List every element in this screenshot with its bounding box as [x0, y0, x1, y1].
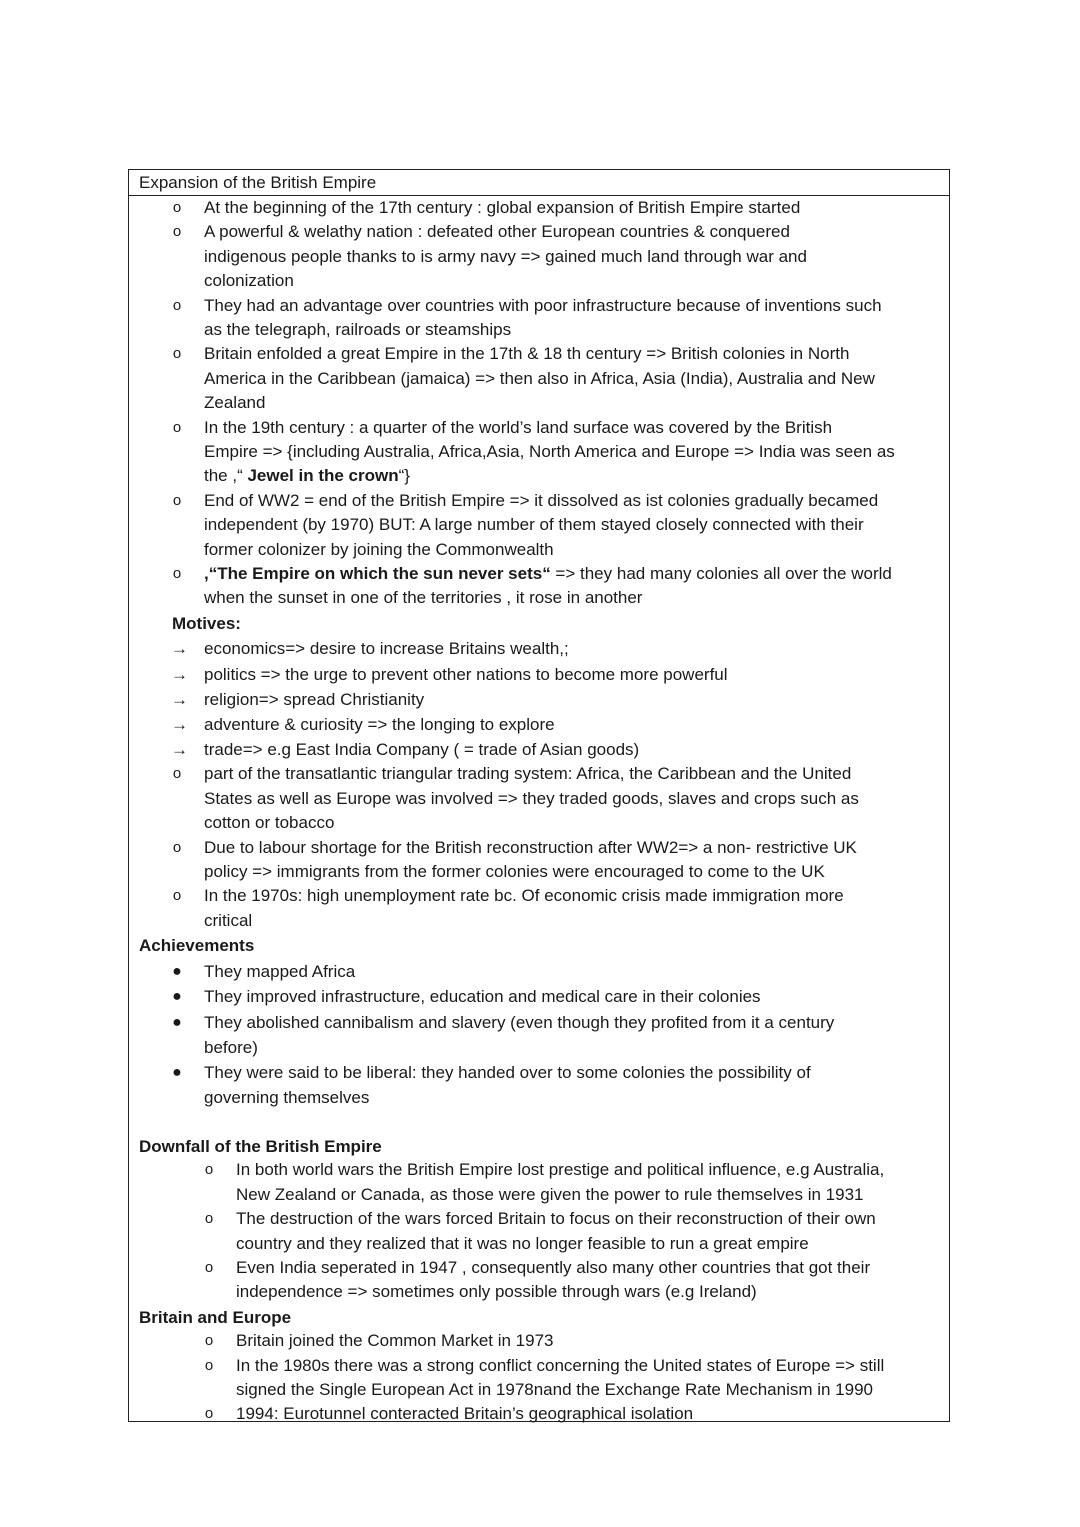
arrow-icon: →: [171, 740, 188, 760]
item-line: Due to labour shortage for the British reconstruction after WW2=> a non- restrictive UK: [204, 837, 857, 857]
motive-line: politics => the urge to prevent other nations to become more powerful: [204, 664, 728, 684]
circle-bullet-icon: o: [204, 1356, 214, 1374]
quote-bold: ,“The Empire on which the sun never sets“: [204, 564, 551, 583]
motive-line: adventure & curiosity => the longing to explore: [204, 714, 555, 734]
quote-bold: Jewel in the crown: [247, 466, 399, 486]
item-line: The destruction of the wars forced Britain to focus on their reconstruction of their own: [236, 1209, 876, 1229]
item-line: critical: [204, 910, 253, 930]
item-text: the ,“: [204, 466, 248, 486]
motive-line: economics=> desire to increase Britains wealth,;: [204, 639, 569, 659]
arrow-icon: →: [171, 639, 188, 659]
item-line: They improved infrastructure, education and medical care in their colonies: [204, 987, 761, 1007]
item-line: 1994: Eurotunnel conteracted Britain’s geographical isolation: [236, 1404, 694, 1424]
item-line: Zealand: [204, 393, 266, 413]
circle-bullet-icon: o: [172, 765, 182, 783]
item-line: [204, 562, 892, 586]
circle-bullet-icon: o: [172, 199, 182, 216]
downfall-heading: Downfall of the British Empire: [139, 1137, 382, 1156]
item-line: independence => sometimes only possible through wars (e.g Ireland): [236, 1282, 757, 1302]
item-line: Britain joined the Common Market in 1973: [236, 1331, 554, 1351]
item-line: Britain enfolded a great Empire in the 17th & 18 th century => British colonies in North: [204, 344, 850, 364]
item-line: A powerful & welathy nation : defeated other European countries & conquered: [204, 222, 790, 242]
item-line: governing themselves: [204, 1088, 370, 1108]
motive-line: trade=> e.g East India Company ( = trade of Asian goods): [204, 740, 640, 760]
europe-heading: Britain and Europe: [139, 1307, 292, 1327]
item-line: In the 1970s: high unemployment rate bc. Of economic crisis made immigration more: [204, 886, 844, 906]
item-line: In the 19th century : a quarter of the world’s land surface was covered by the British: [204, 417, 833, 437]
circle-bullet-icon: o: [204, 1405, 214, 1423]
bullet-icon: ●: [172, 1013, 182, 1031]
achievements-heading: Achievements: [139, 936, 255, 956]
item-line: independent (by 1970) BUT: A large number of them stayed closely connected with their: [204, 515, 864, 535]
item-text: => they had many colonies all over the world: [550, 564, 892, 583]
bullet-icon: ●: [172, 1064, 182, 1082]
bullet-icon: ●: [172, 988, 182, 1006]
item-line: New Zealand or Canada, as those were given the power to rule themselves in 1931: [236, 1184, 864, 1204]
item-line: States as well as Europe was involved => they traded goods, slaves and crops such as: [204, 788, 859, 808]
circle-bullet-icon: o: [172, 223, 182, 241]
item-line: policy => immigrants from the former colonies were encouraged to come to the UK: [204, 861, 825, 881]
circle-bullet-icon: o: [204, 1259, 214, 1276]
page-title: Expansion of the British Empire: [129, 170, 949, 196]
circle-bullet-icon: o: [204, 1161, 214, 1179]
item-line: as the telegraph, railroads or steamships: [204, 320, 512, 339]
circle-bullet-icon: o: [204, 1332, 214, 1350]
item-line: America in the Caribbean (jamaica) => then also in Africa, Asia (India), Australia and New: [204, 368, 875, 388]
item-line: country and they realized that it was no longer feasible to run a great empire: [236, 1233, 809, 1253]
item-line: End of WW2 = end of the British Empire => it dissolved as ist colonies gradually becamed: [204, 490, 879, 510]
circle-bullet-icon: o: [172, 296, 182, 314]
item-line: when the sunset in one of the territories , it rose in another: [204, 588, 643, 608]
item-line: former colonizer by joining the Commonwealth: [204, 539, 554, 559]
item-line: cotton or tobacco: [204, 813, 335, 833]
item-line: before): [204, 1037, 258, 1057]
item-line: They mapped Africa: [204, 961, 356, 981]
circle-bullet-icon: o: [172, 565, 182, 582]
circle-bullet-icon: o: [172, 491, 182, 509]
arrow-icon: →: [171, 689, 188, 709]
arrow-icon: →: [171, 714, 188, 734]
item-line: They had an advantage over countries with poor infrastructure because of inventions such: [204, 295, 882, 315]
item-line: signed the Single European Act in 1978nand the Exchange Rate Mechanism in 1990: [236, 1380, 874, 1399]
item-line: In both world wars the British Empire lost prestige and political influence, e.g Australia,: [236, 1160, 885, 1180]
bullet-icon: ●: [172, 962, 182, 980]
circle-bullet-icon: o: [172, 418, 182, 436]
circle-bullet-icon: o: [172, 838, 182, 856]
circle-bullet-icon: o: [172, 887, 182, 905]
item-line: They were said to be liberal: they handed over to some colonies the possibility of: [204, 1063, 811, 1083]
arrow-icon: →: [171, 664, 188, 684]
item-line: In the 1980s there was a strong conflict concerning the United states of Europe => still: [236, 1355, 885, 1375]
motive-line: religion=> spread Christianity: [204, 689, 425, 709]
item-text: “}: [398, 466, 410, 486]
item-line: Empire => {including Australia, Africa,Asia, North America and Europe => India was seen as: [204, 442, 895, 461]
item-line: At the beginning of the 17th century : global expansion of British Empire started: [204, 198, 801, 217]
motives-heading: Motives:: [172, 613, 241, 633]
item-line: part of the transatlantic triangular trading system: Africa, the Caribbean and the United: [204, 764, 852, 784]
document-box: [128, 169, 950, 1422]
item-line: Even India seperated in 1947 , consequently also many other countries that got their: [236, 1258, 871, 1277]
item-line: [204, 464, 410, 488]
item-line: indigenous people thanks to is army navy => gained much land through war and: [204, 246, 807, 266]
item-line: They abolished cannibalism and slavery (even though they profited from it a century: [204, 1012, 835, 1032]
circle-bullet-icon: o: [172, 345, 182, 363]
circle-bullet-icon: o: [204, 1210, 214, 1228]
item-line: colonization: [204, 271, 294, 291]
